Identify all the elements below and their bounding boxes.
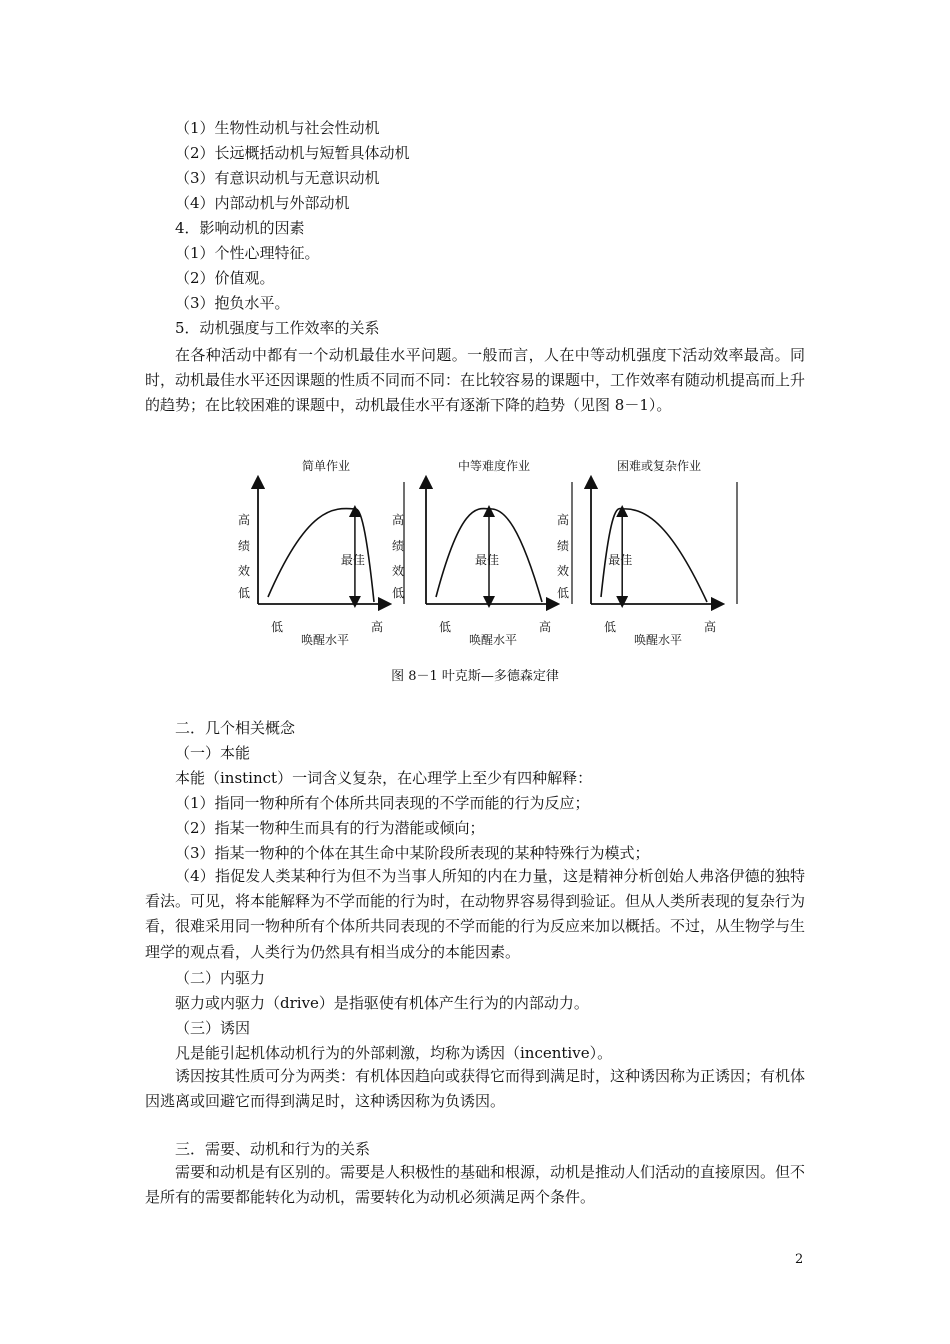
- list-item: （1）个性心理特征。: [175, 244, 320, 262]
- x-low-label: 低: [603, 620, 617, 634]
- yerkes-dodson-figure: [220, 452, 760, 652]
- list-item: （2）长远概括动机与短暂具体动机: [175, 144, 410, 162]
- list-item: （3）抱负水平。: [175, 294, 290, 312]
- x-axis-label: 唤醒水平: [300, 633, 350, 647]
- x-high-label: 高: [538, 620, 552, 634]
- y-axis-label: 绩: [237, 539, 251, 553]
- panel-title: 中等难度作业: [457, 459, 531, 473]
- section-heading: 三．需要、动机和行为的关系: [175, 1140, 371, 1158]
- x-low-label: 低: [438, 620, 452, 634]
- list-item: （4）内部动机与外部动机: [175, 194, 350, 212]
- paragraph: 本能（instinct）一词含义复杂，在心理学上至少有四种解释：: [175, 769, 593, 787]
- list-item: （1）生物性动机与社会性动机: [175, 119, 380, 137]
- optimum-label: 最佳: [608, 553, 633, 567]
- paragraph: （4）指促发人类某种行为但不为当事人所知的内在力量，这是精神分析创始人弗洛伊德的独特看法。可见，将本能解释为不学而能的行为时，在动物界容易得到验证。但从人类所表现的复杂行为看，很难采用同一物种所有个体所共同表现的不学而能的行为反应来加以概括。不过，从生物学与生理学的观点看，人类行为仍然具有相当成分的本能因素。: [145, 867, 806, 961]
- x-high-label: 高: [370, 620, 384, 634]
- x-axis-label: 唤醒水平: [633, 633, 683, 647]
- y-axis-label: 绩: [391, 539, 405, 553]
- y-axis-label: 效: [556, 564, 570, 578]
- y-axis-label: 效: [391, 564, 405, 578]
- subheading: （二）内驱力: [175, 969, 266, 987]
- x-high-label: 高: [703, 620, 717, 634]
- y-low-label: 低: [237, 586, 251, 600]
- subheading: （三）诱因: [175, 1019, 251, 1037]
- paragraph: 在各种活动中都有一个动机最佳水平问题。一般而言，人在中等动机强度下活动效率最高。同时，动机最佳水平还因课题的性质不同而不同：在比较容易的课题中，工作效率有随动机提高而上升的趋势；在比较困难的课题中，动机最佳水平有逐渐下降的趋势（见图 8－1）。: [145, 346, 806, 415]
- list-item: （2）指某一物种生而具有的行为潜能或倾向；: [175, 819, 485, 837]
- y-high-label: 高: [237, 513, 251, 527]
- list-item: （3）指某一物种的个体在其生命中某阶段所表现的某种特殊行为模式；: [175, 844, 650, 862]
- list-item: （2）价值观。: [175, 269, 275, 287]
- list-item: （3）有意识动机与无意识动机: [175, 169, 380, 187]
- panel-title: 困难或复杂作业: [616, 459, 702, 473]
- y-low-label: 低: [556, 586, 570, 600]
- subheading: （一）本能: [175, 744, 251, 762]
- section-heading: 二．几个相关概念: [175, 719, 296, 737]
- y-axis-label: 效: [237, 564, 251, 578]
- x-axis-label: 唤醒水平: [468, 633, 518, 647]
- figure-caption: 图 8－1 叶克斯—多德森定律: [391, 669, 559, 684]
- y-high-label: 高: [391, 513, 405, 527]
- y-low-label: 低: [391, 586, 405, 600]
- subheading: 5．动机强度与工作效率的关系: [175, 319, 380, 337]
- paragraph: 需要和动机是有区别的。需要是人积极性的基础和根源，动机是推动人们活动的直接原因。但不是所有的需要都能转化为动机，需要转化为动机必须满足两个条件。: [145, 1163, 806, 1207]
- list-item: （1）指同一物种所有个体所共同表现的不学而能的行为反应；: [175, 794, 590, 812]
- paragraph: 诱因按其性质可分为两类：有机体因趋向或获得它而得到满足时，这种诱因称为正诱因；有机体因逃离或回避它而得到满足时，这种诱因称为负诱因。: [145, 1067, 806, 1111]
- x-low-label: 低: [270, 620, 284, 634]
- panel-title: 简单作业: [301, 459, 351, 473]
- subheading: 4．影响动机的因素: [175, 219, 305, 237]
- y-axis-label: 绩: [556, 539, 570, 553]
- y-high-label: 高: [556, 513, 570, 527]
- paragraph: 凡是能引起机体动机行为的外部刺激，均称为诱因（incentive）。: [175, 1044, 613, 1062]
- page-number: 2: [795, 1252, 804, 1267]
- paragraph: 驱力或内驱力（drive）是指驱使有机体产生行为的内部动力。: [175, 994, 589, 1012]
- optimum-label: 最佳: [340, 553, 365, 567]
- optimum-label: 最佳: [474, 553, 500, 567]
